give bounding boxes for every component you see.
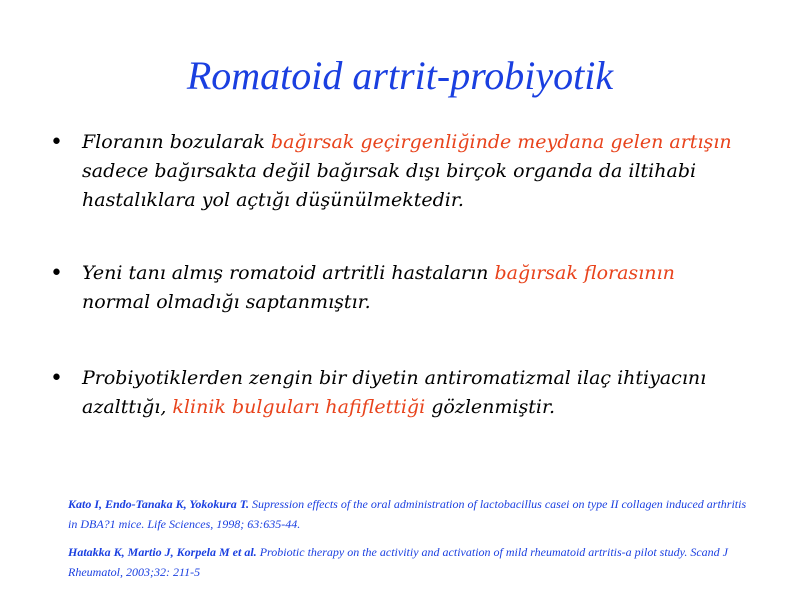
bullet-list — [46, 128, 746, 422]
bullet-dot-icon: • — [50, 261, 63, 286]
bullet-item — [46, 259, 746, 317]
bullet-text: normal olmadığı saptanmıştır. — [82, 291, 371, 313]
bullet-item — [46, 364, 746, 422]
slide-title: Romatoid artrit-probiyotik — [186, 53, 614, 98]
reference-item — [68, 542, 748, 582]
bullet-dot-icon: • — [50, 130, 63, 155]
reference-authors: Hatakka K, Martio J, Korpela M et al. — [68, 545, 257, 559]
bullet-dot-icon: • — [50, 366, 63, 391]
bullet-text: sadece bağırsakta değil bağırsak dışı birçok organda da iltihabi hastalıklara yol açtığı düşünülmektedir. — [82, 160, 697, 211]
bullet-highlight: bağırsak geçirgenliğinde meydana gelen artışın — [270, 131, 732, 153]
reference-text: Supression effects of the oral administration of lactobacillus casei on type II collagen induced arthritis in DBA?1 mice. Life Sciences, 1998; 63:635-44. — [68, 497, 747, 531]
bullet-text: Floranın bozularak — [82, 131, 271, 153]
bullet-highlight: bağırsak florasının — [494, 262, 675, 284]
reference-authors: Kato I, Endo-Tanaka K, Yokokura T. — [68, 497, 249, 511]
bullet-text: gözlenmiştir. — [425, 396, 555, 418]
references — [68, 494, 748, 590]
bullet-highlight: klinik bulguları hafiflettiği — [172, 396, 426, 418]
reference-item — [68, 494, 748, 534]
reference-text: Probiotic therapy on the activitiy and activation of mild rheumatoid artritis-a pilot study. Scand J Rheumatol, 2003;32: 211-5 — [68, 545, 728, 579]
bullet-item — [46, 128, 746, 215]
bullet-text: Yeni tanı almış romatoid artritli hastaların — [82, 262, 495, 284]
bullet-text: Probiyotiklerden zengin bir diyetin antiromatizmal ilaç ihtiyacını azalttığı, — [82, 367, 707, 418]
